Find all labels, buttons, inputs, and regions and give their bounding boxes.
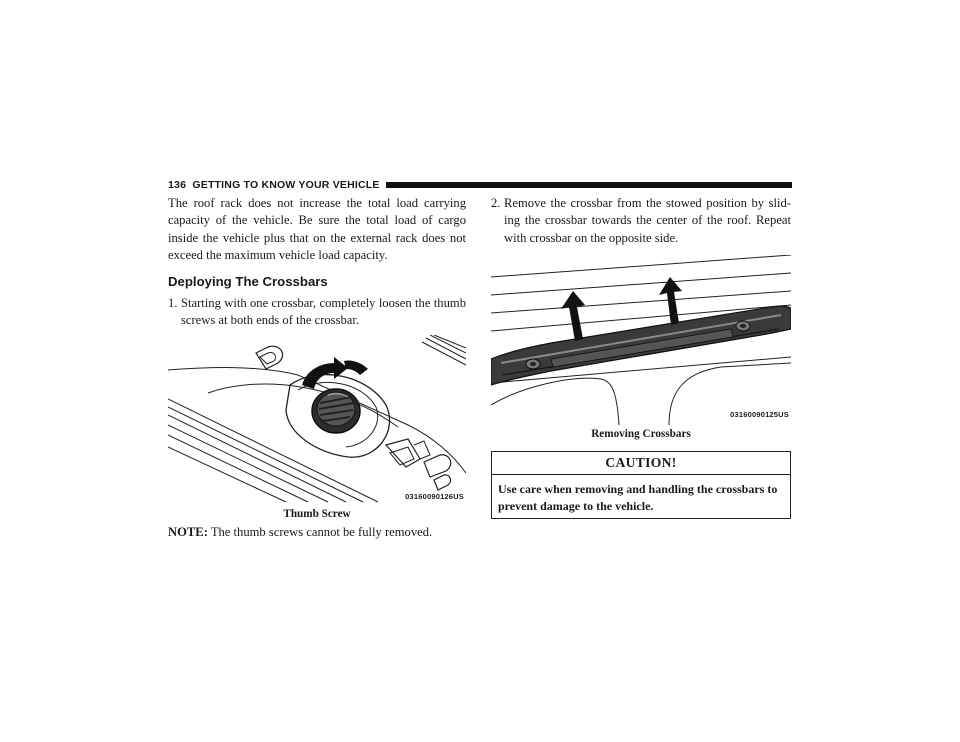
right-column [491, 195, 791, 519]
header-rule [386, 182, 792, 188]
section-title: GETTING TO KNOW YOUR VEHICLE [192, 179, 380, 191]
step-2 [491, 195, 791, 247]
note-label: NOTE: [168, 525, 208, 540]
thumb-screw-figure-code: 03160090126US [405, 492, 464, 502]
thumb-screw-caption: Thumb Screw [283, 508, 351, 521]
left-column [168, 195, 466, 541]
page-number: 136 [168, 179, 187, 191]
step-1-number: 1. [168, 295, 178, 310]
step-1-text: Starting with one crossbar, completely loosen the thumb screws at both ends of the crossbar. [181, 295, 466, 328]
step-1 [168, 295, 466, 330]
caution-text: Use care when removing and handling the crossbars to prevent damage to the vehicle. [498, 482, 778, 514]
step-2-number: 2. [491, 196, 501, 210]
removing-crossbars-caption: Removing Crossbars [591, 428, 691, 441]
note-text: The thumb screws cannot be fully removed. [210, 525, 433, 540]
thumb-screw-illustration [168, 335, 466, 505]
removing-crossbars-figure [491, 255, 791, 425]
removing-crossbars-illustration [491, 255, 791, 425]
removing-crossbars-figure-code: 03160090125US [730, 410, 789, 420]
thumb-screw-figure [168, 335, 466, 505]
page-header-text [168, 179, 380, 191]
note [168, 524, 466, 541]
caution-title: CAUTION! [492, 452, 790, 475]
step-2-text: Remove the crossbar from the stowed position by slid- ing the crossbar towards the center of the roof. Repeat with crossbar on the opposite side. [504, 196, 791, 245]
caution-box [491, 451, 791, 519]
page-header [168, 178, 792, 192]
intro-paragraph: The roof rack does not increase the total load carrying capacity of the vehicle. Be sure the total load of cargo inside the vehicle plus that on the external rack does not exceed the maximum vehicle load capacity. [168, 196, 466, 263]
section-heading: Deploying The Crossbars [168, 273, 328, 289]
